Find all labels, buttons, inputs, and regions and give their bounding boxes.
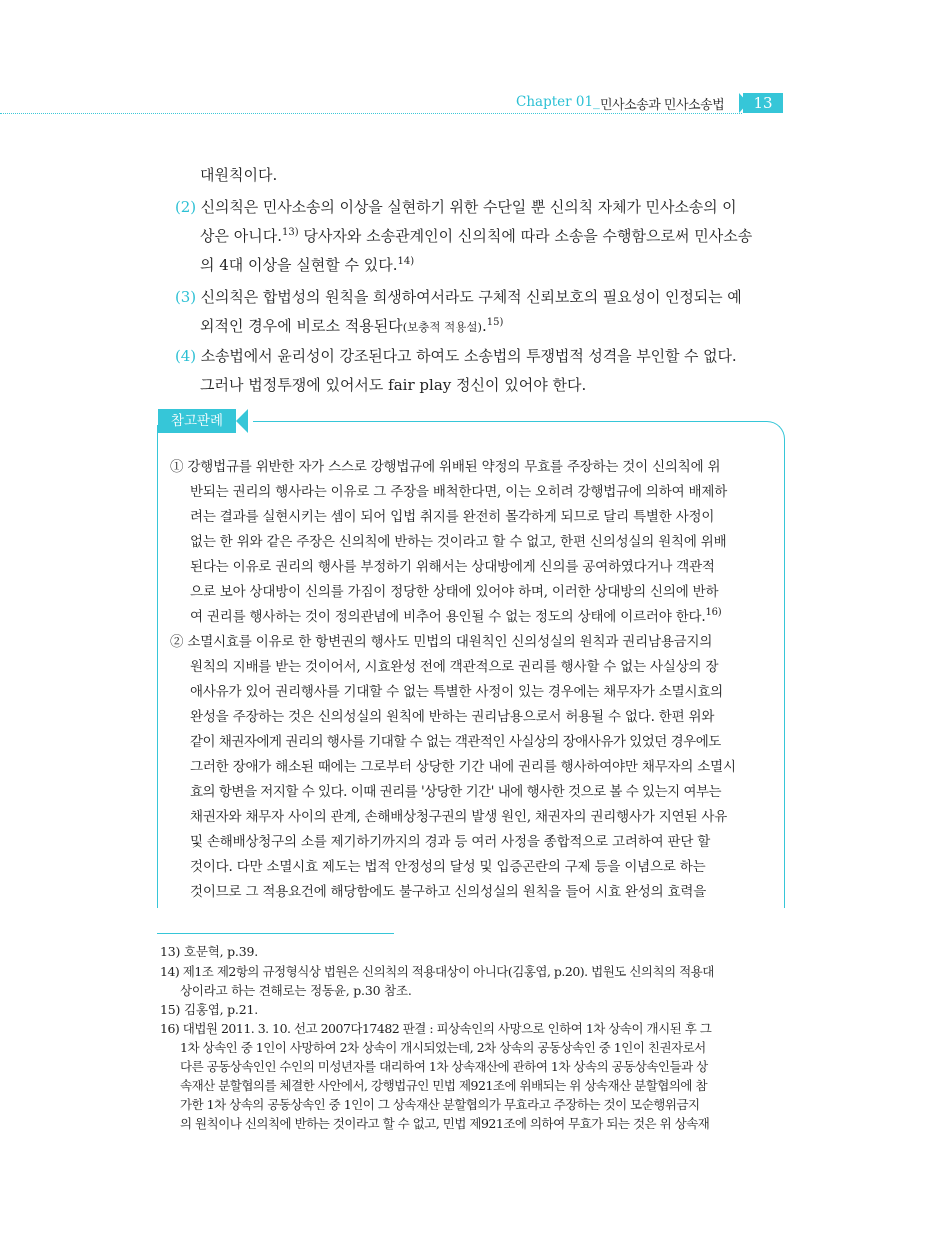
footnote-line: 13) 호문혁, p.39. — [160, 944, 258, 959]
reference-item-2-line — [190, 705, 714, 725]
reference-item-1-line — [170, 455, 720, 475]
reference-item-2-line — [190, 830, 710, 850]
reference-item-2-line — [190, 855, 705, 875]
footnote-line: 가한 1차 상속의 공동상속인 중 1인이 그 상속재산 분할협의가 무효라고 주장하는 것이 모순행위금지 — [180, 1097, 700, 1112]
reference-tag — [158, 409, 248, 433]
reference-text: 및 손해배상청구의 소를 제기하기까지의 경과 등 여러 사정을 종합적으로 고려하여 판단 할 — [190, 834, 711, 850]
item-number: (2) — [175, 198, 196, 216]
footnote-line: 상이라고 하는 견해로는 정동윤, p.30 참조. — [180, 983, 412, 998]
reference-text: 애사유가 있어 권리행사를 기대할 수 없는 특별한 사정이 있는 경우에는 채무자가 소멸시효의 — [190, 684, 723, 700]
body-text: 그러나 법정투쟁에 있어서도 fair play 정신이 있어야 한다. — [200, 376, 587, 394]
reference-item-2-line — [190, 755, 736, 775]
footnote-ref: 15) — [486, 317, 504, 328]
reference-text: 채권자와 채무자 사이의 관계, 손해배상청구권의 발생 원인, 채권자의 권리행사가 지연된 사유 — [190, 809, 728, 825]
item-number: (3) — [175, 288, 196, 306]
reference-item-2-line — [190, 880, 706, 900]
reference-item-2-line — [190, 780, 721, 800]
item-3-line-1 — [175, 286, 742, 307]
reference-item-2-line — [190, 680, 723, 700]
body-text: 당사자와 소송관계인이 신의칙에 따라 소송을 수행함으로써 민사소송 — [298, 227, 753, 245]
reference-text: 된다는 이유로 권리의 행사를 부정하기 위해서는 상대방에게 신의를 공여하였다거나 객관적 — [190, 559, 715, 575]
chapter-label: Chapter 01_ — [516, 94, 600, 110]
body-text: 의 4대 이상을 실현할 수 있다. — [200, 256, 398, 274]
item-marker: ② — [170, 634, 184, 650]
reference-text: 것이다. 다만 소멸시효 제도는 법적 안정성의 달성 및 입증곤란의 구제 등을 이념으로 하는 — [190, 859, 706, 875]
reference-tag-arrow-icon — [236, 409, 248, 433]
reference-item-2-line — [190, 730, 721, 750]
reference-text: 없는 한 위와 같은 주장은 신의칙에 반하는 것이라고 할 수 없고, 한편 신의성실의 원칙에 위배 — [190, 534, 727, 550]
reference-text: 그러한 장애가 해소된 때에는 그로부터 상당한 기간 내에 권리를 행사하여야만 채무자의 소멸시 — [190, 759, 736, 775]
footnote-line: 다른 공동상속인인 수인의 미성년자를 대리하여 1차 상속재산에 관하여 1차 상속의 공동상속인들과 상 — [180, 1059, 708, 1074]
reference-text: 으로 보아 상대방이 신의를 가짐이 정당한 상태에 있어야 하며, 이러한 상대방의 신의에 반하 — [190, 584, 719, 600]
reference-text: 려는 결과를 실현시키는 셈이 되어 입법 취지를 완전히 몰각하게 되므로 달리 특별한 사정이 — [190, 509, 715, 525]
footnote-ref: 16) — [705, 607, 722, 618]
body-text: 대원칙이다. — [200, 166, 278, 184]
body-line — [200, 164, 277, 185]
footnote-line: 1차 상속인 중 1인이 사망하여 2차 상속이 개시되었는데, 2차 상속의 공동상속인 중 1인이 친권자로서 — [180, 1040, 706, 1055]
reference-item-1-line — [190, 480, 727, 500]
reference-text: 원칙의 지배를 받는 것이어서, 시효완성 전에 객관적으로 권리를 행사할 수 없는 사실상의 장 — [190, 659, 719, 675]
item-marker: ① — [170, 459, 184, 475]
reference-item-1-line — [190, 505, 714, 525]
item-3-line-2 — [200, 315, 503, 336]
body-text: 외적인 경우에 비로소 적용된다 — [200, 317, 403, 335]
header-rule — [0, 113, 742, 114]
reference-item-1-line — [190, 580, 718, 600]
reference-text: 소멸시효를 이유로 한 항변권의 행사도 민법의 대원칙인 신의성실의 원칙과 권리남용금지의 — [187, 634, 713, 650]
reference-item-1-line — [190, 605, 722, 625]
reference-text: 강행법규를 위반한 자가 스스로 강행법규에 위배된 약정의 무효를 주장하는 것이 신의칙에 위 — [187, 459, 721, 475]
footnote-line: 15) 김홍엽, p.21. — [160, 1002, 258, 1017]
reference-item-1-line — [190, 530, 727, 550]
body-text: . — [481, 317, 487, 335]
footnote-line: 의 원칙이나 신의칙에 반하는 것이라고 할 수 없고, 민법 제921조에 의하여 무효가 되는 것은 위 상속재 — [180, 1116, 710, 1131]
reference-item-2-line — [190, 805, 727, 825]
reference-item-2-line — [190, 655, 718, 675]
item-2-line-2 — [200, 225, 752, 246]
reference-text: 같이 채권자에게 권리의 행사를 기대할 수 없는 객관적인 사실상의 장애사유가 있었던 경우에도 — [190, 734, 721, 750]
item-4-line-1 — [175, 345, 737, 366]
footnote-ref: 13) — [282, 227, 299, 238]
reference-text: 완성을 주장하는 것은 신의성실의 원칙에 반하는 권리남용으로서 허용될 수 없다. 한편 위와 — [190, 709, 715, 725]
item-number: (4) — [175, 347, 196, 365]
footnote-line: 14) 제1조 제2항의 규정형식상 법원은 신의칙의 적용대상이 아니다(김홍엽, p.20). 법원도 신의칙의 적용대 — [160, 964, 714, 979]
reference-tag-label: 참고판례 — [170, 413, 224, 429]
body-text: 신의칙은 합법성의 원칙을 희생하여서라도 구체적 신뢰보호의 필요성이 인정되는 예 — [195, 288, 742, 306]
footnote-separator — [157, 933, 394, 934]
page-number: 13 — [743, 93, 783, 113]
reference-text: 여 권리를 행사하는 것이 정의관념에 비추어 용인될 수 없는 정도의 상태에 이르러야 한다. — [190, 609, 706, 625]
body-text: 상은 아니다. — [200, 227, 282, 245]
footnote-line: 16) 대법원 2011. 3. 10. 선고 2007다17482 판결 : 피상속인의 사망으로 인하여 1차 상속이 개시된 후 그 — [160, 1021, 712, 1036]
body-text: 소송법에서 윤리성이 강조된다고 하여도 소송법의 투쟁법적 성격을 부인할 수 없다. — [195, 347, 737, 365]
reference-item-1-line — [190, 555, 715, 575]
reference-text: 반되는 권리의 행사라는 이유로 그 주장을 배척한다면, 이는 오히려 강행법규에 의하여 배제하 — [190, 484, 728, 500]
reference-text: 것이므로 그 적용요건에 해당함에도 불구하고 신의성실의 원칙을 들어 시효 완성의 효력을 — [190, 884, 707, 900]
reference-item-2-line — [170, 630, 712, 650]
footnote-ref: 14) — [397, 256, 415, 267]
chapter-title: 민사소송과 민사소송법 — [600, 98, 725, 113]
body-text: 신의칙은 민사소송의 이상을 실현하기 위한 수단일 뿐 신의칙 자체가 민사소송의 이 — [195, 198, 737, 216]
item-2-line-3 — [200, 254, 414, 275]
item-2-line-1 — [175, 196, 737, 217]
reference-text: 효의 항변을 저지할 수 있다. 이때 권리를 '상당한 기간' 내에 행사한 것으로 볼 수 있는지 여부는 — [190, 784, 722, 800]
body-text-small: (보충적 적용설) — [402, 320, 482, 334]
item-4-line-2 — [200, 374, 586, 395]
footnote-line: 속재산 분할협의를 체결한 사안에서, 강행법규인 민법 제921조에 위배되는 위 상속재산 분할협의에 참 — [180, 1078, 708, 1093]
